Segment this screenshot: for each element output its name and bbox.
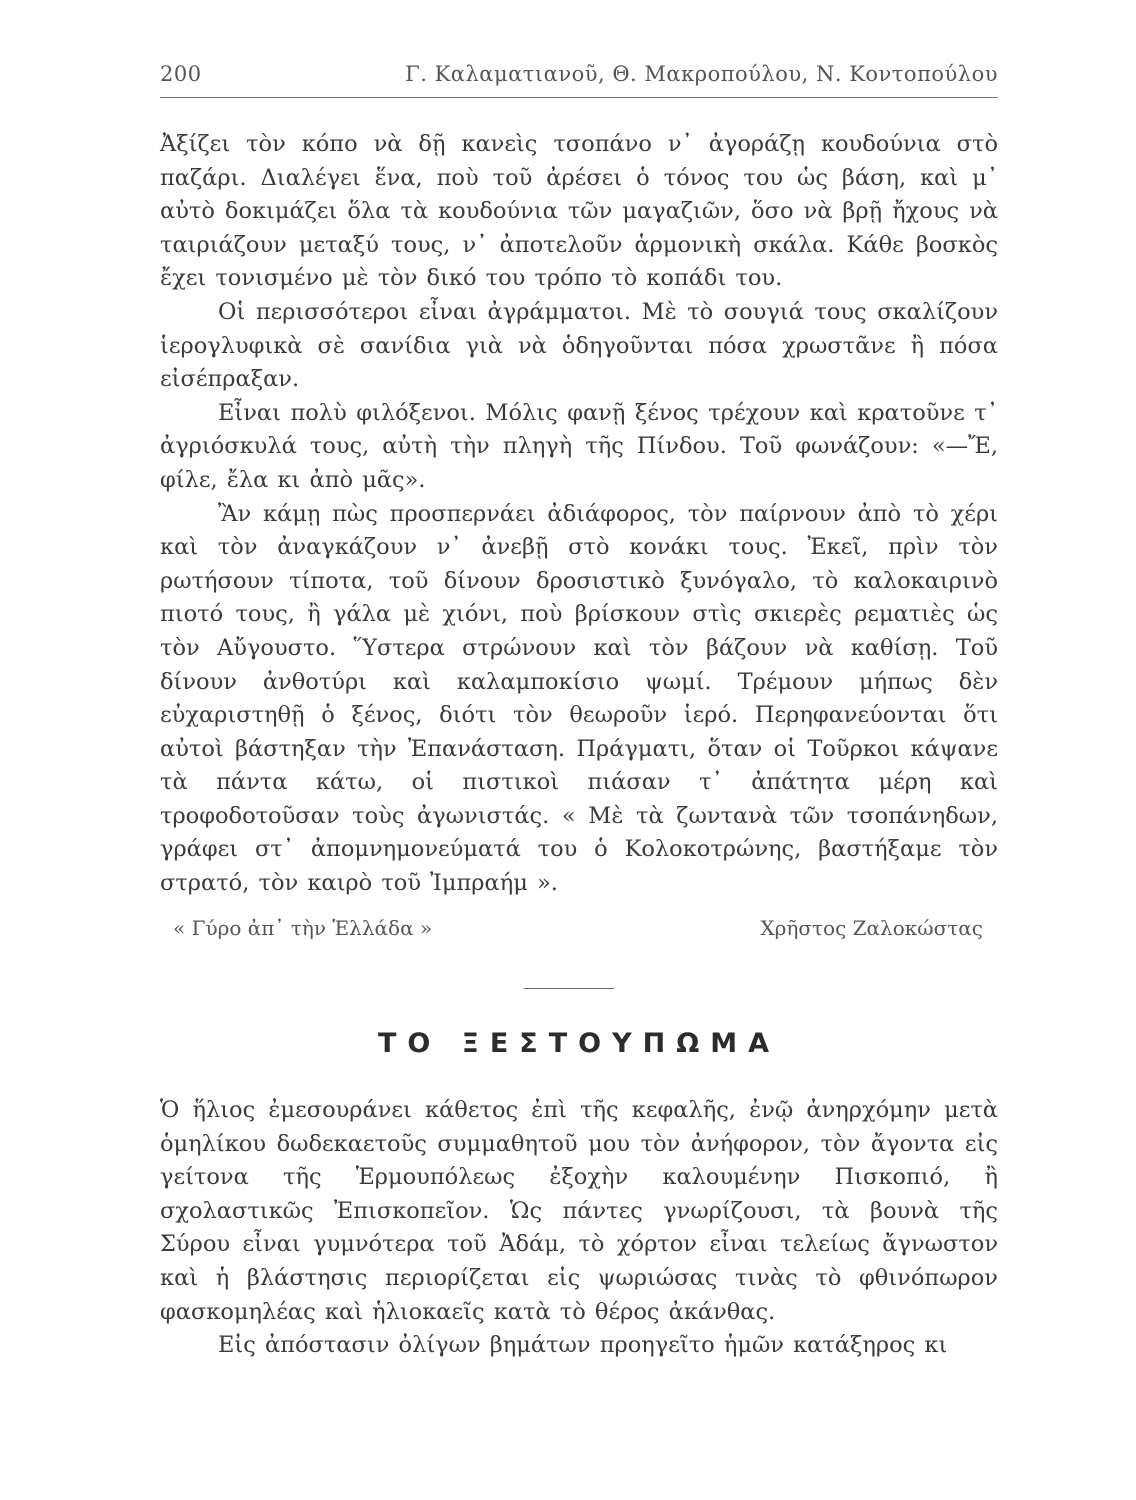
running-title: Γ. Καλαματιανοῦ, Θ. Μακροπούλου, Ν. Κοντοπούλου [405, 62, 998, 86]
author-name: Χρῆστος Ζαλοκώστας [760, 916, 983, 940]
article-1-paragraph: Ἀξίζει τὸν κόπο νὰ δῇ κανεὶς τσοπάνο ν᾽ ἀγοράζῃ κουδούνια στὸ παζάρι. Διαλέγει ἕνα, ποὺ τοῦ ἀρέσει ὁ τόνος του ὡς βάση, καὶ μ᾽ αὐτὸ δοκιμάζει ὅλα τὰ κουδούνια τῶν μαγαζιῶν, ὅσο νὰ βρῇ ἤχους νὰ ταιριάζουν μεταξύ τους, ν᾽ ἀποτελοῦν ἁρμονικὴ σκάλα. Κάθε βοσκὸς ἔχει τονισμένο μὲ τὸν δικό του τρόπο τὸ κοπάδι του. [160, 131, 998, 292]
header-rule [160, 97, 998, 98]
article-1-body [160, 128, 998, 901]
article-2-paragraph: Εἰς ἀπόστασιν ὀλίγων βημάτων προηγεῖτο ἡμῶν κατάξηρος κι [218, 1332, 948, 1359]
article-1-paragraph: Ἂν κάμῃ πὼς προσπερνάει ἀδιάφορος, τὸν παίρνουν ἀπὸ τὸ χέρι καὶ τὸν ἀναγκάζουν ν᾽ ἀνεβῇ στὸ κονάκι τους. Ἐκεῖ, πρὶν τὸν ρωτήσουν τίποτα, τοῦ δίνουν δροσιστικὸ ξυνόγαλο, τὸ καλοκαιρινὸ πιοτό τους, ἢ γάλα μὲ χιόνι, ποὺ βρίσκουν στὶς σκιερὲς ρεματιὲς ὡς τὸν Αὔγουστο. Ὕστερα στρώνουν καὶ τὸν βάζουν νὰ καθίσῃ. Τοῦ δίνουν ἀνθοτύρι καὶ καλαμποκίσιο ψωμί. Τρέμουν μήπως δὲν εὐχαριστηθῇ ὁ ξένος, διότι τὸν θεωροῦν ἱερό. Περηφανεύονται ὅτι αὐτοὶ βάστηξαν τὴν Ἐπανάσταση. Πράγματι, ὅταν οἱ Τοῦρκοι κάψανε τὰ πάντα κάτω, οἱ πιστικοὶ πιάσαν τ᾽ ἀπάτητα μέρη καὶ τροφοδοτοῦσαν τοὺς ἀγωνιστάς. « Μὲ τὰ ζωντανὰ τῶν τσοπάνηδων, γράφει στ᾽ ἀπομνημονεύματά του ὁ Κολοκοτρώνης, βαστήξαμε τὸν στρατό, τὸν καιρὸ τοῦ Ἰμπραήμ ». [160, 500, 998, 897]
article-2-title: ΤΟ ΞΕΣΤΟΥΠΩΜΑ [378, 1028, 780, 1059]
source-citation: « Γύρο ἀπ᾽ τὴν Ἑλλάδα » [173, 916, 433, 940]
article-1-paragraph: Εἶναι πολὺ φιλόξενοι. Μόλις φανῇ ξένος τρέχουν καὶ κρατοῦνε τ᾽ ἀγριόσκυλά τους, αὐτὴ τὴν πληγὴ τῆς Πίνδου. Τοῦ φωνάζουν: «—Ἔ, φίλε, ἔλα κι ἀπὸ μᾶς». [160, 399, 998, 493]
page-number: 200 [160, 62, 202, 86]
article-2-paragraph: Ὁ ἥλιος ἐμεσουράνει κάθετος ἐπὶ τῆς κεφαλῆς, ἐνῷ ἀνηρχόμην μετὰ ὁμηλίκου δωδεκαετοῦς συμμαθητοῦ μου τὸν ἀνήφορον, τὸν ἄγοντα εἰς γείτονα τῆς Ἑρμουπόλεως ἐξοχὴν καλουμένην Πισκοπιό, ἢ σχολαστικῶς Ἐπισκοπεῖον. Ὡς πάντες γνωρίζουσι, τὰ βουνὰ τῆς Σύρου εἶναι γυμνότερα τοῦ Ἀδάμ, τὸ χόρτον εἶναι τελείως ἄγνωστον καὶ ἡ βλάστησις περιορίζεται εἰς ψωριώσας τινὰς τὸ φθινόπωρον φασκομηλέας καὶ ἡλιοκαεῖς κατὰ τὸ θέρος ἀκάνθας. [160, 1097, 998, 1325]
article-2-body [160, 1094, 998, 1363]
section-separator [524, 988, 614, 989]
article-1-paragraph: Οἱ περισσότεροι εἶναι ἀγράμματοι. Μὲ τὸ σουγιά τους σκαλίζουν ἱερογλυφικὰ σὲ σανίδια γιὰ νὰ ὁδηγοῦνται πόσα χρωστᾶνε ἢ πόσα εἰσέπραξαν. [160, 298, 998, 393]
